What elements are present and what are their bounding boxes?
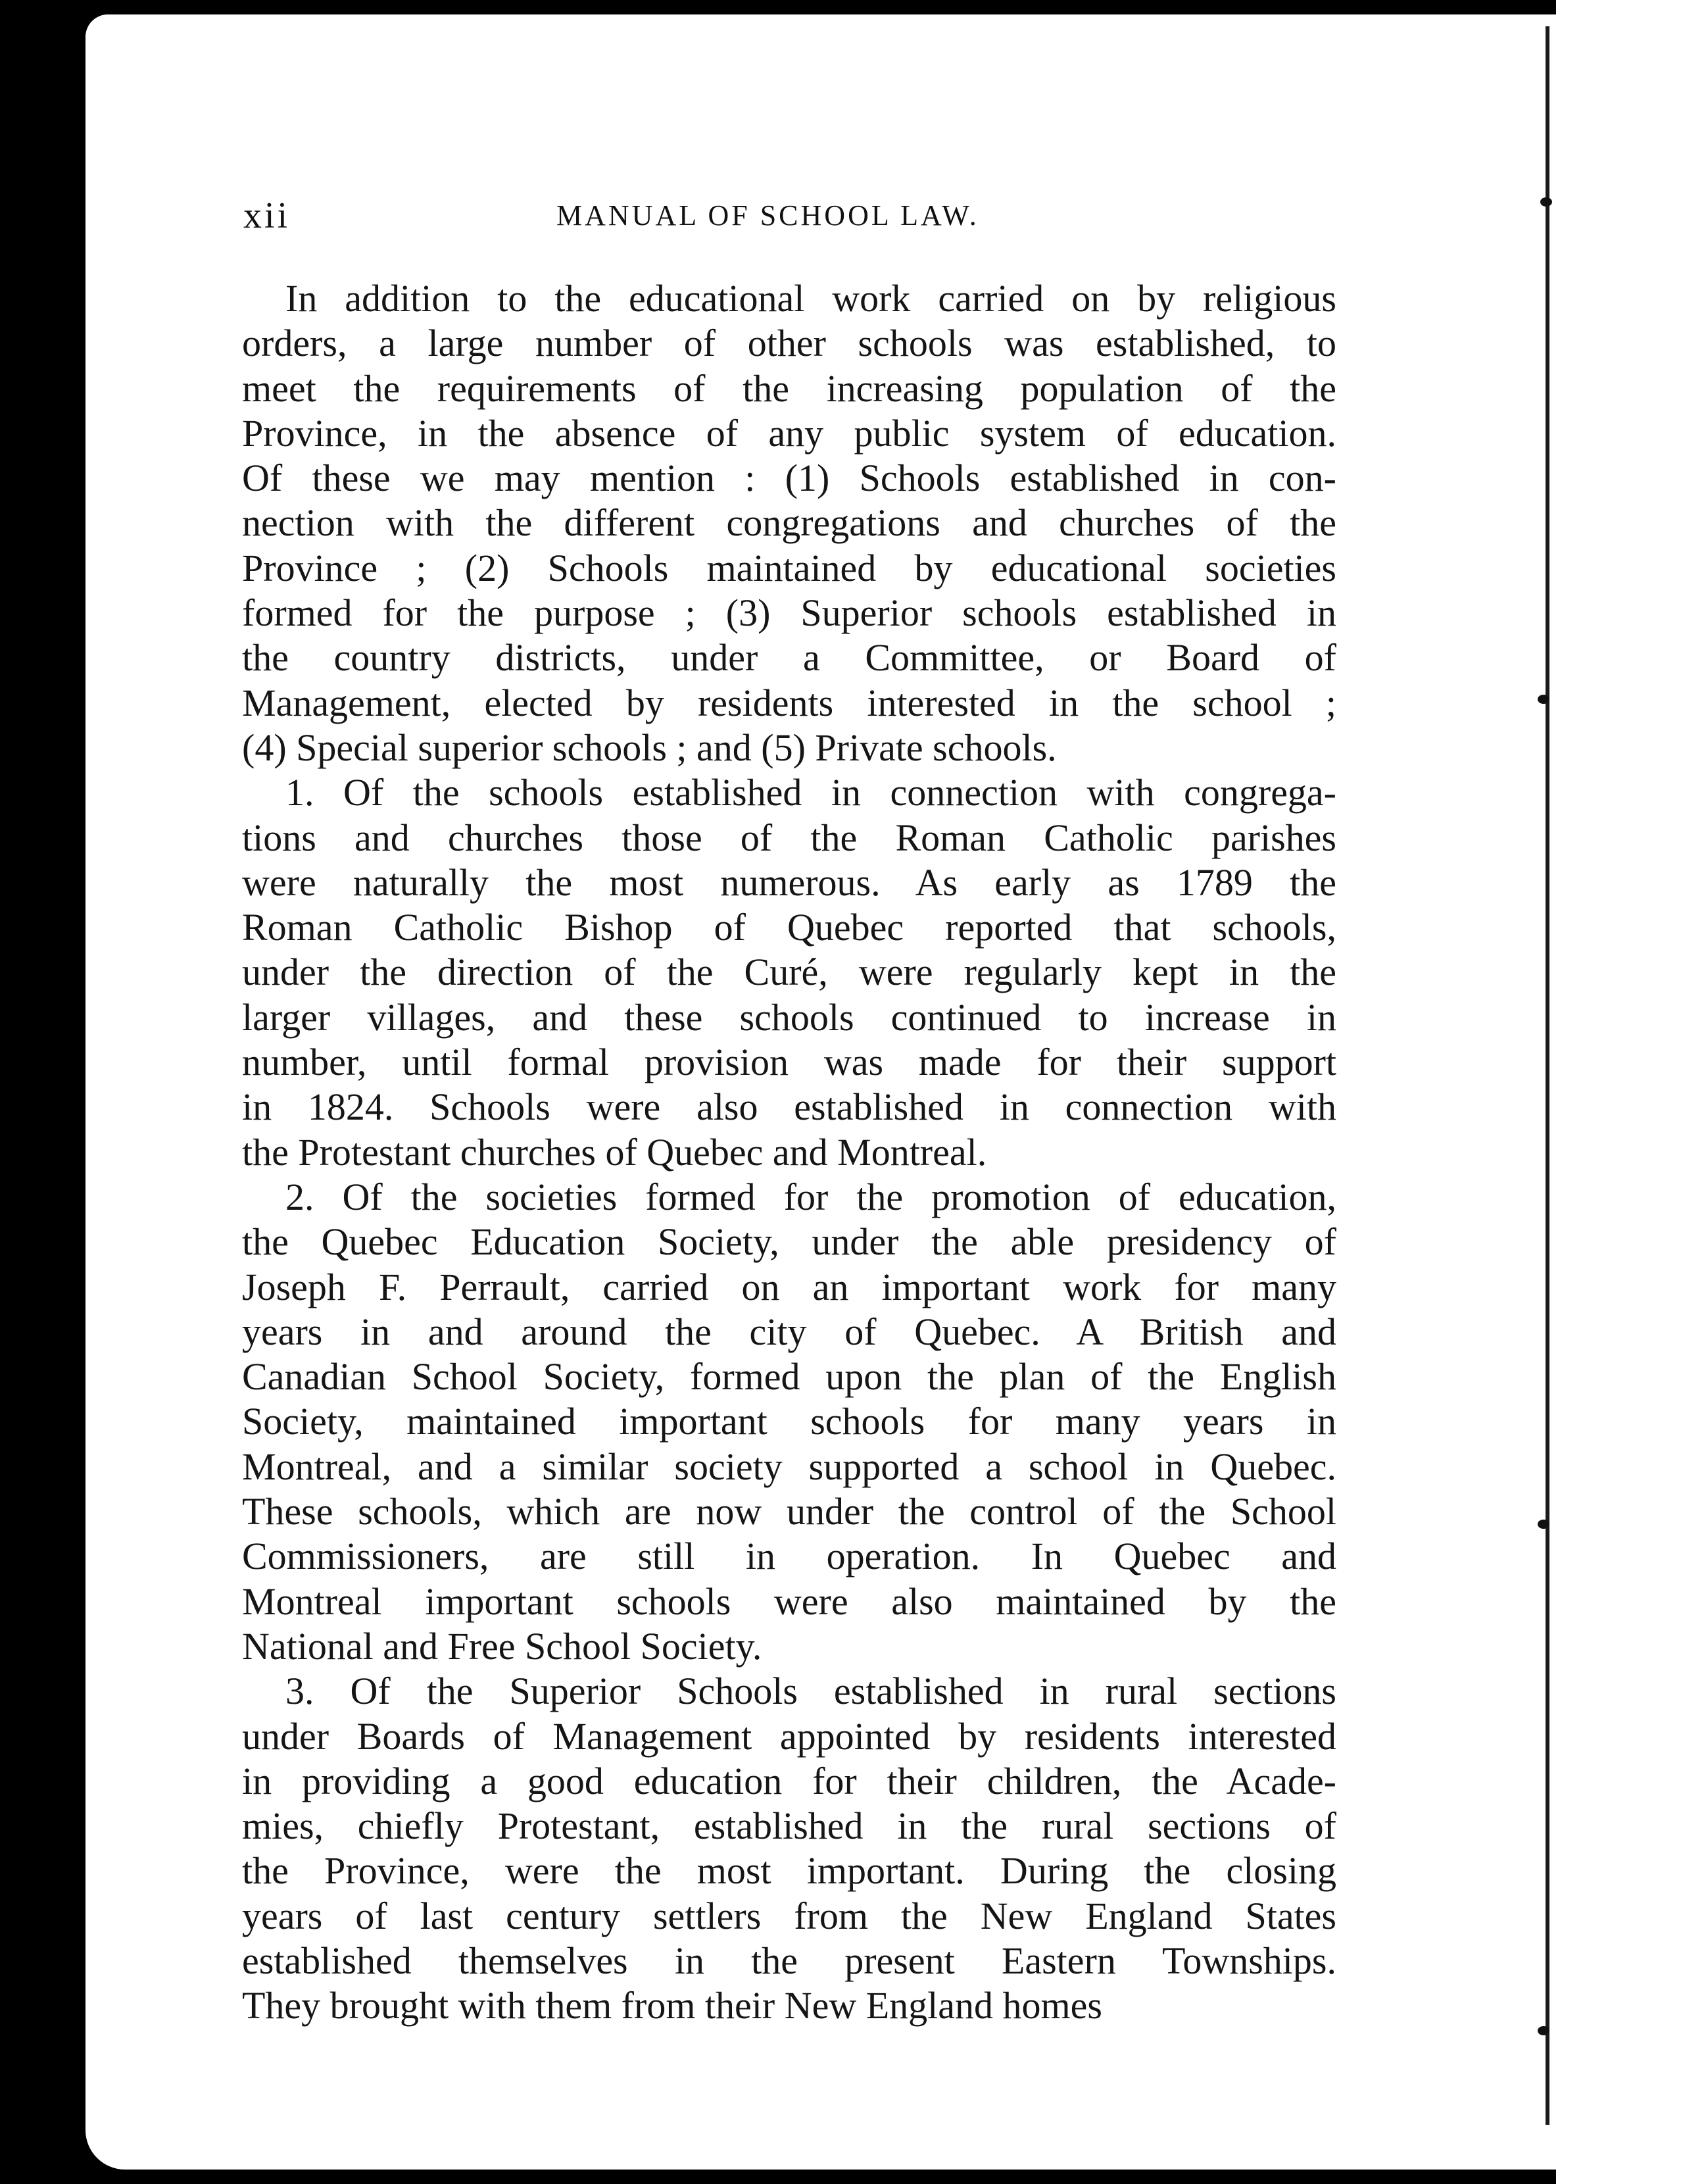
binding-mark <box>1538 1520 1549 1529</box>
text-line: meet the requirements of the increasing population of the <box>242 366 1336 410</box>
page-number: xii <box>243 195 291 236</box>
binding-mark <box>1538 695 1549 704</box>
text-line: in providing a good education for their children, the Acade- <box>242 1759 1336 1802</box>
text-line: Province ; (2) Schools maintained by educational societies <box>242 546 1336 589</box>
text-line: They brought with them from their New England homes <box>242 1984 1102 2027</box>
paragraph <box>242 1175 1336 1669</box>
text-line: National and Free School Society. <box>242 1624 762 1668</box>
text-line: Roman Catholic Bishop of Quebec reported that schools, <box>242 906 1336 949</box>
text-line: These schools, which are now under the control of the School <box>242 1490 1336 1533</box>
text-line: the Protestant churches of Quebec and Montreal. <box>242 1130 987 1174</box>
text-line: under Boards of Management appointed by residents interested <box>242 1714 1336 1758</box>
binding-mark <box>1540 197 1552 207</box>
text-line: Montreal, and a similar society supported a school in Quebec. <box>242 1445 1336 1488</box>
text-line: Of these we may mention : (1) Schools established in con- <box>242 457 1336 500</box>
text-line: In addition to the educational work carried on by religious <box>285 277 1336 320</box>
running-head: MANUAL OF SCHOOL LAW. <box>556 199 979 232</box>
text-line: Province, in the absence of any public system of education. <box>242 411 1336 455</box>
text-line: (4) Special superior schools ; and (5) Private schools. <box>242 726 1057 769</box>
text-line: 1. Of the schools established in connection with congrega- <box>285 771 1336 814</box>
text-line: Management, elected by residents interested in the school ; <box>242 681 1336 724</box>
text-line: Society, maintained important schools for many years in <box>242 1400 1336 1443</box>
text-line: established themselves in the present Eastern Townships. <box>242 1939 1336 1982</box>
text-line: in 1824. Schools were also established in connection with <box>242 1085 1336 1129</box>
body-text <box>242 276 1336 2029</box>
paragraph <box>242 1669 1336 2028</box>
text-line: years of last century settlers from the New England States <box>242 1894 1336 1937</box>
text-line: 3. Of the Superior Schools established in rural sections <box>285 1670 1336 1713</box>
text-line: nection with the different congregations and churches of the <box>242 501 1336 545</box>
page-gutter-line <box>1546 26 1549 2125</box>
text-line: were naturally the most numerous. As early as 1789 the <box>242 860 1336 904</box>
text-line: Montreal important schools were also maintained by the <box>242 1579 1336 1623</box>
binding-mark <box>1538 2026 1549 2035</box>
text-line: the Quebec Education Society, under the able presidency of <box>242 1220 1336 1264</box>
paragraph <box>242 276 1336 770</box>
text-line: tions and churches those of the Roman Catholic parishes <box>242 816 1336 859</box>
facing-page-edge <box>1556 0 1681 2184</box>
text-line: orders, a large number of other schools was established, to <box>242 322 1336 365</box>
text-line: under the direction of the Curé, were regularly kept in the <box>242 951 1336 994</box>
text-line: years in and around the city of Quebec. A British and <box>242 1310 1336 1353</box>
paragraph <box>242 770 1336 1175</box>
text-line: Canadian School Society, formed upon the plan of the English <box>242 1355 1336 1399</box>
text-line: the Province, were the most important. During the closing <box>242 1849 1336 1893</box>
text-line: larger villages, and these schools continued to increase in <box>242 995 1336 1039</box>
text-line: the country districts, under a Committee, or Board of <box>242 636 1336 680</box>
text-line: formed for the purpose ; (3) Superior schools established in <box>242 591 1336 635</box>
text-line: Joseph F. Perrault, carried on an important work for many <box>242 1265 1336 1308</box>
text-line: mies, chiefly Protestant, established in the rural sections of <box>242 1804 1336 1848</box>
text-line: number, until formal provision was made for their support <box>242 1041 1336 1084</box>
page-header <box>243 195 1335 241</box>
text-line: Commissioners, are still in operation. In Quebec and <box>242 1535 1336 1578</box>
text-line: 2. Of the societies formed for the promotion of education, <box>285 1175 1336 1218</box>
